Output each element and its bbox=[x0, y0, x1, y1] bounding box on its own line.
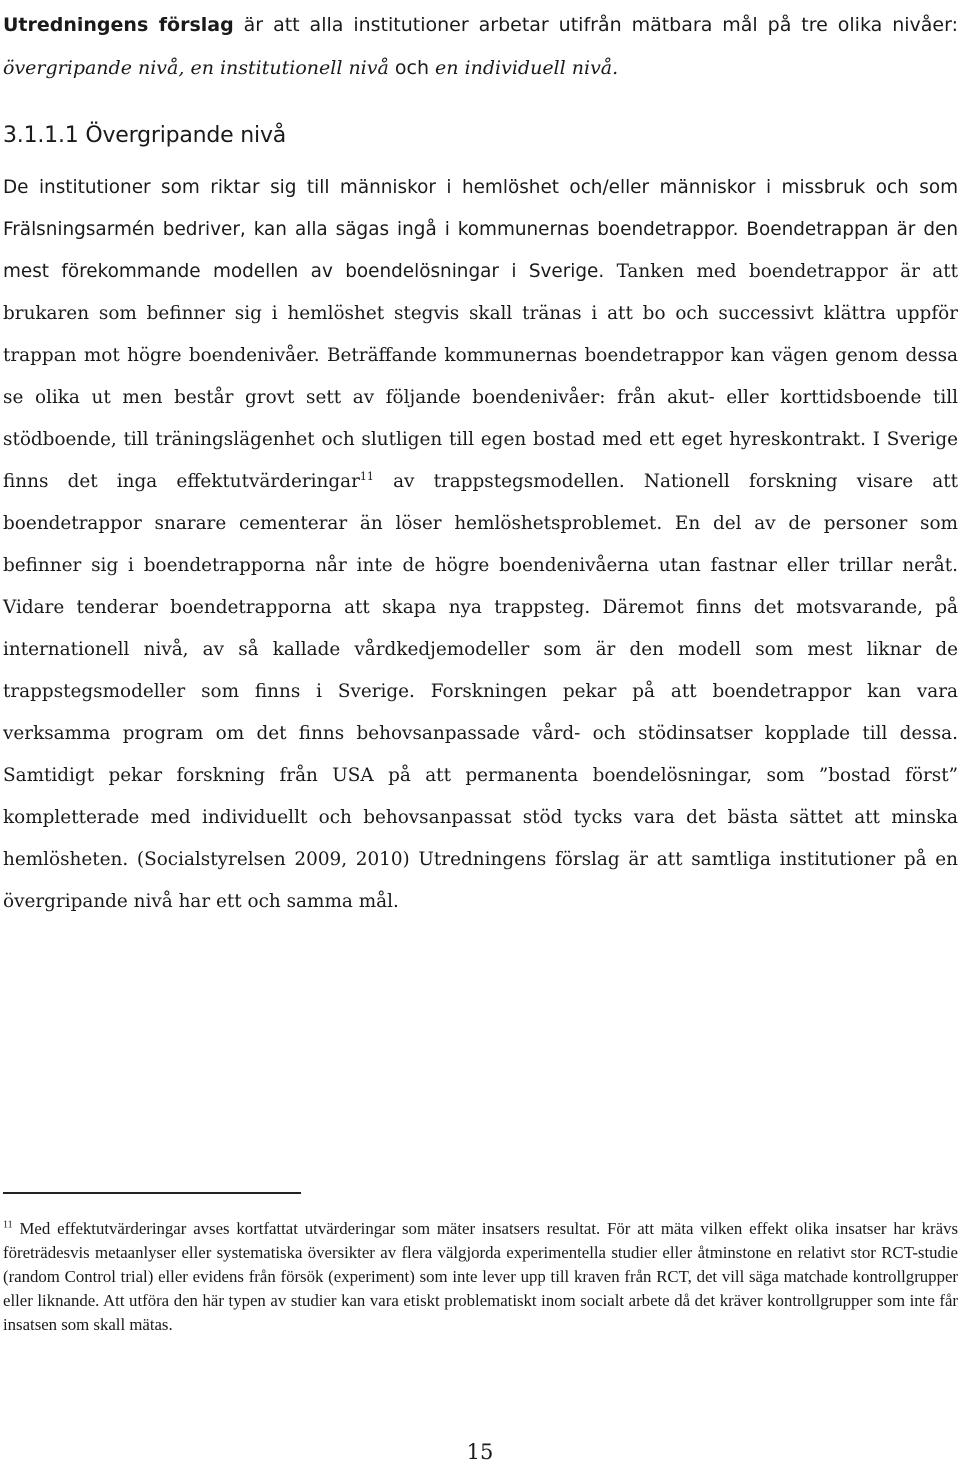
body-paragraph bbox=[3, 167, 958, 923]
footnote-number: 11 bbox=[3, 1219, 13, 1231]
intro-text: är att alla institutioner arbetar utifrån mätbara mål på tre olika nivåer: bbox=[233, 14, 958, 36]
footnote-reference[interactable]: 11 bbox=[359, 469, 374, 483]
body-text-a: Tanken med boendetrappor är att brukaren som befinner sig i hemlöshet stegvis skall tränas i att bo och successivt klättra uppför trappan mot högre boendenivåer. Beträffande kommunernas boendetrappor kan vägen genom dessa se olika ut men består grovt sett av följande boendenivåer: från akut- eller korttidsboende till stödboende, till träningslägenhet och slutligen till egen bostad med ett eget hyreskontrakt. I Sverige finns det inga effektutvärderingar bbox=[3, 261, 958, 492]
intro-conjunction: och bbox=[388, 57, 436, 79]
footnote-text: Med effektutvärderingar avses kortfattat utvärderingar som mäter insatsers resultat. För att mäta vilken effekt olika insatser har krävs företrädesvis metaanlyser eller systematiska översikter av flera välgjorda experimentella studier eller åtminstone en relativt stor RCT-studie (random Control trial) eller evidens från försök (experiment) som inte lever upp till kraven från RCT, det vill säga matchade kontrollgrupper eller liknande. Att utföra den här typen av studier kan vara etiskt problematiskt inom socialt arbete då det kräver kontrollgrupper som inte får insatsen som skall mätas. bbox=[3, 1219, 958, 1334]
footnote-divider bbox=[3, 1192, 301, 1194]
section-heading: 3.1.1.1 Övergripande nivå bbox=[3, 123, 287, 148]
body-text-sans: De institutioner som riktar sig till människor i hemlöshet och/eller människor i missbruk och som Frälsningsarmén bedriver, kan alla sägas ingå i kommunernas boendetrappor. Boendetrappan är den mest förekommande modellen av boendelösningar i Sverige. bbox=[3, 177, 958, 282]
intro-level-overall: övergripande nivå, en institutionell nivå bbox=[3, 57, 389, 79]
body-text-b: av trappstegsmodellen. Nationell forskning visare att boendetrappor snarare cementerar än löser hemlöshetsproblemet. En del av de personer som befinner sig i boendetrapporna når inte de högre boendenivåerna utan fastnar eller trillar neråt. Vidare tenderar boendetrapporna att skapa nya trappsteg. Däremot finns det motsvarande, på internationell nivå, av så kallade vårdkedjemodeller som är den modell som mest liknar de trappstegsmodeller som finns i Sverige. Forskningen pekar på att boendetrappor kan vara verksamma program om det finns behovsanpassade vård- och stödinsatser kopplade till dessa. Samtidigt pekar forskning från USA på att permanenta boendelösningar, som ”bostad först” kompletterade med individuellt och behovsanpassat stöd tycks vara det bästa sättet att minska hemlösheten. (Socialstyrelsen 2009, 2010) Utredningens förslag är att samtliga institutioner på en övergripande nivå har ett och samma mål. bbox=[3, 471, 958, 912]
intro-bold-lead: Utredningens förslag bbox=[3, 14, 234, 36]
footnote bbox=[3, 1217, 958, 1337]
page-number: 15 bbox=[466, 1440, 494, 1464]
intro-level-individual: en individuell nivå. bbox=[435, 57, 619, 79]
intro-paragraph bbox=[3, 4, 958, 90]
